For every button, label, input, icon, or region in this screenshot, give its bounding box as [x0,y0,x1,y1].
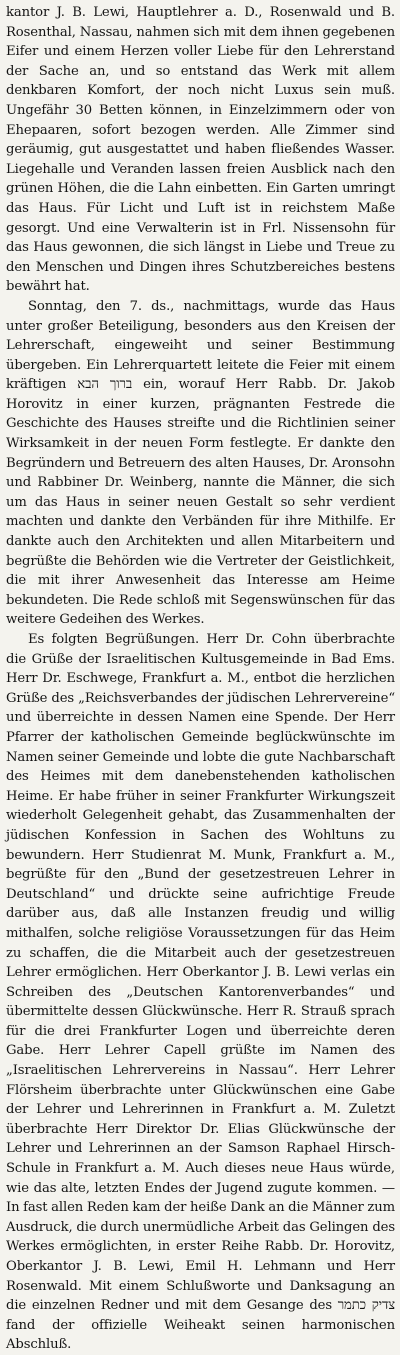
article-paragraph-3: Es folgten Begrüßungen. Herr Dr. Cohn überbrachte die Grüße der Israelitischen Kultusgemeinde in Bad Ems. Herr Dr. Eschwege, Frankfurt a. M., entbot die herzlichen Grüße des „Reichsverbandes der jüdischen Lehrervereine“ und überreichte in dessen Namen eine Spende. Der Herr Pfarrer der katholischen Gemeinde beglückwünschte im Namen seiner Gemeinde und lobte die gute Nachbarschaft des Heimes mit dem danebenstehenden katholischen Heime. Er habe früher in seiner Frankfurter Wirkungszeit wiederholt Gelegenheit gehabt, das Zusammenhalten der jüdischen Konfession in Sachen des Wohltuns zu bewundern. Herr Studienrat M. Munk, Frankfurt a. M., begrüßte für den „Bund der gesetzestreuen Lehrer in Deutschland“ und drückte seine aufrichtige Freude darüber aus, daß alle Instanzen freudig und willig mithalfen, solche religiöse Voraussetzungen für das Heim zu schaffen, die die Mitarbeit auch der gesetzestreuen Lehrer ermöglichen. Herr Oberkantor J. B. Lewi verlas ein Schreiben des „Deutschen Kantorenverbandes“ und übermittelte dessen Glückwünsche. Herr R. Strauß sprach für die drei Frankfurter Logen und überreichte deren Gabe. Herr Lehrer Capell grüßte im Namen des „Israelitischen Lehrervereins in Nassau“. Herr Lehrer Flörsheim überbrachte unter Glückwünschen eine Gabe der Lehrer und Lehrerinnen in Frankfurt a. M. Zuletzt überbrachte Herr Direktor Dr. Elias Glückwünsche der Lehrer und Lehrerinnen an der Samson Raphael Hirsch-Schule in Frankfurt a. M. Auch dieses neue Haus würde, wie das alte, letzten Endes der Jugend zugute kommen. — In fast allen Reden kam der heiße Dank an die Männer zum Ausdruck, die durch unermüdliche Arbeit das Gelingen des Werkes ermöglichten, in erster Reihe Rabb. Dr. Horovitz, Oberkantor J. B. Lewi, Emil H. Lehmann und Herr Rosenwald. Mit einem Schlußworte und Danksagung an die einzelnen Redner und mit dem Gesange des צדיק כתמר fand der offizielle Weiheakt seinen harmonischen Abschluß. [6,632,395,1353]
article-column [6,3,395,1355]
article-paragraph-2: Sonntag, den 7. ds., nachmittags, wurde das Haus unter großer Beteiligung, besonders aus den Kreisen der Lehrerschaft, eingeweiht und seiner Bestimmung übergeben. Ein Lehrerquartett leitete die Feier mit einem kräftigen ברוך הבא ein, worauf Herr Rabb. Dr. Jakob Horovitz in einer kurzen, prägnanten Festrede die Geschichte des Hauses streifte und die Richtlinien seiner Wirksamkeit in der neuen Form festlegte. Er dankte den Begründern und Betreuern des alten Hauses, Dr. Aronsohn und Rabbiner Dr. Weinberg, nannte die Männer, die sich um das Haus in seiner neuen Gestalt so sehr verdient machten und dankte den Verbänden für ihre Mithilfe. Er dankte auch den Architekten und allen Mitarbeitern und begrüßte die Behörden wie die Vertreter der Geistlichkeit, die mit ihrer Anwesenheit das Interesse am Heime bekundeten. Die Rede schloß mit Segenswünschen für das weitere Gedeihen des Werkes. [6,298,395,628]
article-paragraph-1: kantor J. B. Lewi, Hauptlehrer a. D., Rosenwald und B. Rosenthal, Nassau, nahmen sich mit dem ihnen gegebenen Eifer und einem Herzen voller Liebe für den Lehrerstand der Sache an, und so entstand das Werk mit allem denkbaren Komfort, der noch nicht Luxus sein muß. Ungefähr 30 Betten können, in Einzelzimmern oder von Ehepaaren, sofort bezogen werden. Alle Zimmer sind geräumig, gut ausgestattet und haben fließendes Wasser. Liegehalle und Veranden lassen freien Ausblick nach den grünen Höhen, die die Lahn einbetten. Ein Garten umringt das Haus. Für Licht und Luft ist in reichstem Maße gesorgt. Und eine Verwalterin ist in Frl. Nissensohn für das Haus gewonnen, die sich längst in Liebe und Treue zu den Menschen und Dingen ihres Schutzbereiches bestens bewährt hat. [6,5,395,295]
